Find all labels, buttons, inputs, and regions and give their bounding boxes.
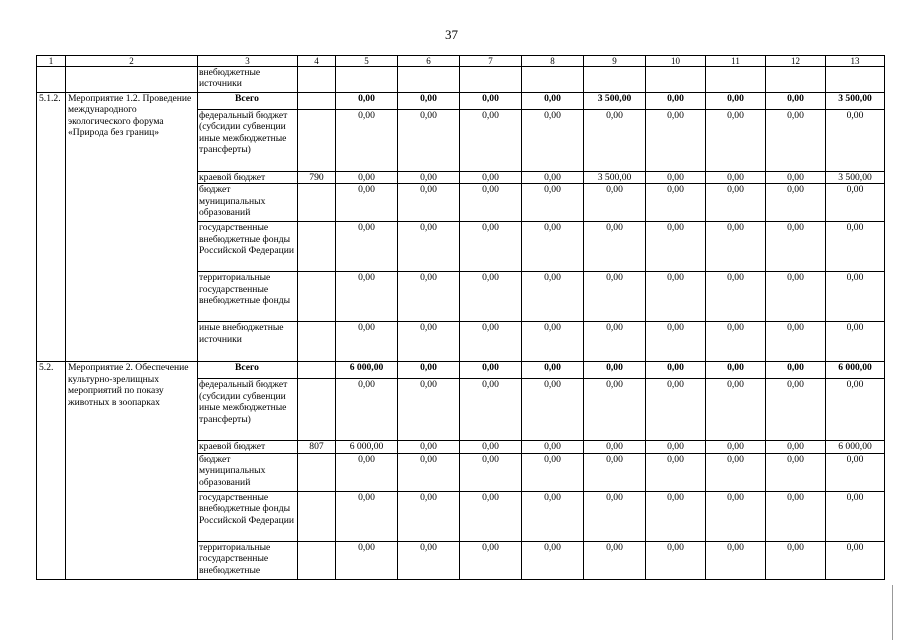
column-header: 5	[336, 56, 398, 67]
event-name-cell	[66, 67, 198, 93]
value-cell: 0,00	[584, 453, 646, 491]
value-cell: 0,00	[826, 541, 885, 579]
budget-code-cell	[298, 491, 336, 541]
value-cell: 0,00	[584, 322, 646, 362]
value-cell	[336, 67, 398, 93]
value-cell: 0,00	[646, 322, 706, 362]
value-cell: 0,00	[398, 491, 460, 541]
value-cell: 0,00	[646, 172, 706, 184]
value-cell: 0,00	[706, 491, 766, 541]
value-cell: 0,00	[826, 110, 885, 172]
budget-code-cell	[298, 93, 336, 110]
value-cell: 6 000,00	[336, 441, 398, 453]
value-cell: 0,00	[584, 491, 646, 541]
value-cell	[398, 67, 460, 93]
budget-code-cell: 790	[298, 172, 336, 184]
funding-source-cell: Всего	[198, 93, 298, 110]
value-cell: 0,00	[706, 272, 766, 322]
event-name-cell: Мероприятие 2. Обеспечение культурно-зрелищных мероприятий по показу животных в зоопарках	[66, 362, 198, 579]
value-cell: 0,00	[460, 222, 522, 272]
value-cell: 0,00	[826, 453, 885, 491]
value-cell: 0,00	[460, 172, 522, 184]
budget-code-cell	[298, 453, 336, 491]
value-cell: 0,00	[826, 322, 885, 362]
value-cell: 0,00	[826, 222, 885, 272]
budget-code-cell: 807	[298, 441, 336, 453]
value-cell: 0,00	[766, 110, 826, 172]
value-cell: 0,00	[766, 441, 826, 453]
value-cell: 0,00	[826, 184, 885, 222]
value-cell: 0,00	[584, 222, 646, 272]
budget-code-cell	[298, 110, 336, 172]
value-cell	[460, 67, 522, 93]
row-id-cell: 5.2.	[37, 362, 66, 579]
value-cell: 0,00	[646, 110, 706, 172]
value-cell: 0,00	[646, 222, 706, 272]
value-cell: 0,00	[336, 379, 398, 441]
table-row	[37, 362, 885, 379]
value-cell: 0,00	[398, 541, 460, 579]
value-cell: 0,00	[646, 541, 706, 579]
funding-source-cell: иные внебюджетные источники	[198, 322, 298, 362]
value-cell: 0,00	[336, 322, 398, 362]
column-header: 2	[66, 56, 198, 67]
value-cell: 3 500,00	[584, 93, 646, 110]
value-cell: 0,00	[522, 172, 584, 184]
value-cell	[826, 67, 885, 93]
budget-code-cell	[298, 222, 336, 272]
value-cell: 0,00	[336, 453, 398, 491]
page-number: 37	[445, 27, 458, 42]
funding-source-cell: бюджет муниципальных образований	[198, 184, 298, 222]
value-cell: 0,00	[706, 441, 766, 453]
column-header: 6	[398, 56, 460, 67]
value-cell: 0,00	[584, 184, 646, 222]
value-cell: 0,00	[460, 441, 522, 453]
column-header: 9	[584, 56, 646, 67]
budget-code-cell	[298, 362, 336, 379]
value-cell: 0,00	[398, 441, 460, 453]
value-cell: 0,00	[646, 379, 706, 441]
value-cell: 0,00	[766, 379, 826, 441]
value-cell: 3 500,00	[826, 93, 885, 110]
value-cell: 0,00	[398, 362, 460, 379]
value-cell	[646, 67, 706, 93]
budget-code-cell	[298, 184, 336, 222]
value-cell: 0,00	[706, 453, 766, 491]
value-cell: 0,00	[460, 453, 522, 491]
value-cell: 0,00	[522, 441, 584, 453]
value-cell: 0,00	[646, 184, 706, 222]
column-header: 10	[646, 56, 706, 67]
value-cell: 0,00	[646, 453, 706, 491]
budget-table	[36, 55, 885, 580]
value-cell: 6 000,00	[336, 362, 398, 379]
funding-source-cell: государственные внебюджетные фонды Российской Федерации	[198, 222, 298, 272]
column-header: 1	[37, 56, 66, 67]
value-cell: 0,00	[766, 272, 826, 322]
column-header: 13	[826, 56, 885, 67]
value-cell: 0,00	[336, 272, 398, 322]
value-cell: 0,00	[522, 362, 584, 379]
value-cell: 0,00	[460, 491, 522, 541]
value-cell: 0,00	[766, 362, 826, 379]
value-cell: 0,00	[336, 110, 398, 172]
value-cell: 0,00	[460, 379, 522, 441]
value-cell: 0,00	[460, 322, 522, 362]
value-cell: 0,00	[766, 93, 826, 110]
value-cell	[766, 67, 826, 93]
budget-code-cell	[298, 541, 336, 579]
value-cell: 0,00	[584, 541, 646, 579]
budget-code-cell	[298, 67, 336, 93]
value-cell: 3 500,00	[826, 172, 885, 184]
funding-source-cell: государственные внебюджетные фонды Российской Федерации	[198, 491, 298, 541]
value-cell: 0,00	[336, 172, 398, 184]
value-cell: 0,00	[706, 110, 766, 172]
value-cell: 0,00	[398, 272, 460, 322]
budget-code-cell	[298, 379, 336, 441]
value-cell: 0,00	[706, 93, 766, 110]
value-cell: 0,00	[398, 93, 460, 110]
value-cell: 0,00	[706, 222, 766, 272]
row-id-cell	[37, 67, 66, 93]
value-cell: 0,00	[646, 272, 706, 322]
value-cell: 0,00	[522, 541, 584, 579]
value-cell: 0,00	[706, 362, 766, 379]
budget-code-cell	[298, 272, 336, 322]
value-cell: 0,00	[826, 272, 885, 322]
value-cell: 0,00	[584, 272, 646, 322]
value-cell	[584, 67, 646, 93]
budget-code-cell	[298, 322, 336, 362]
value-cell: 0,00	[398, 222, 460, 272]
value-cell: 0,00	[522, 272, 584, 322]
value-cell: 0,00	[766, 453, 826, 491]
value-cell: 0,00	[522, 110, 584, 172]
funding-source-cell: федеральный бюджет (субсидии субвенции иные межбюджетные трансферты)	[198, 110, 298, 172]
funding-source-cell: краевой бюджет	[198, 172, 298, 184]
value-cell: 0,00	[584, 441, 646, 453]
value-cell: 0,00	[522, 322, 584, 362]
value-cell: 0,00	[766, 172, 826, 184]
value-cell: 0,00	[398, 453, 460, 491]
value-cell: 0,00	[336, 222, 398, 272]
value-cell: 0,00	[336, 93, 398, 110]
value-cell: 0,00	[826, 379, 885, 441]
funding-source-cell: федеральный бюджет (субсидии субвенции иные межбюджетные трансферты)	[198, 379, 298, 441]
column-header: 4	[298, 56, 336, 67]
value-cell: 0,00	[646, 441, 706, 453]
value-cell: 0,00	[522, 222, 584, 272]
value-cell: 0,00	[706, 322, 766, 362]
value-cell: 0,00	[522, 184, 584, 222]
value-cell: 0,00	[706, 541, 766, 579]
value-cell: 0,00	[766, 222, 826, 272]
value-cell: 0,00	[766, 322, 826, 362]
value-cell: 0,00	[398, 322, 460, 362]
value-cell: 0,00	[706, 184, 766, 222]
value-cell: 0,00	[522, 93, 584, 110]
value-cell: 0,00	[460, 110, 522, 172]
value-cell: 0,00	[336, 491, 398, 541]
value-cell: 0,00	[584, 362, 646, 379]
value-cell: 0,00	[398, 110, 460, 172]
value-cell: 0,00	[584, 379, 646, 441]
value-cell: 0,00	[826, 491, 885, 541]
value-cell: 0,00	[646, 491, 706, 541]
value-cell: 0,00	[460, 362, 522, 379]
value-cell: 6 000,00	[826, 441, 885, 453]
column-header: 12	[766, 56, 826, 67]
value-cell: 0,00	[460, 184, 522, 222]
funding-source-cell: территориальные государственные внебюджетные	[198, 541, 298, 579]
value-cell: 0,00	[336, 541, 398, 579]
header-row	[37, 56, 885, 67]
event-name-cell: Мероприятие 1.2. Проведение международного экологического форума «Природа без границ»	[66, 93, 198, 362]
value-cell: 0,00	[646, 362, 706, 379]
value-cell: 0,00	[460, 541, 522, 579]
funding-source-cell: Всего	[198, 362, 298, 379]
value-cell: 6 000,00	[826, 362, 885, 379]
value-cell: 0,00	[522, 491, 584, 541]
table-row	[37, 93, 885, 110]
value-cell: 0,00	[336, 184, 398, 222]
value-cell: 0,00	[398, 184, 460, 222]
value-cell: 0,00	[646, 93, 706, 110]
value-cell: 0,00	[398, 172, 460, 184]
funding-source-cell: бюджет муниципальных образований	[198, 453, 298, 491]
funding-source-cell: краевой бюджет	[198, 441, 298, 453]
row-id-cell: 5.1.2.	[37, 93, 66, 362]
value-cell: 0,00	[706, 172, 766, 184]
value-cell: 3 500,00	[584, 172, 646, 184]
value-cell: 0,00	[766, 541, 826, 579]
value-cell: 0,00	[584, 110, 646, 172]
value-cell: 0,00	[766, 491, 826, 541]
value-cell: 0,00	[460, 93, 522, 110]
value-cell: 0,00	[766, 184, 826, 222]
funding-source-cell: территориальные государственные внебюджетные фонды	[198, 272, 298, 322]
column-header: 3	[198, 56, 298, 67]
value-cell: 0,00	[398, 379, 460, 441]
value-cell: 0,00	[522, 379, 584, 441]
value-cell: 0,00	[522, 453, 584, 491]
column-header: 7	[460, 56, 522, 67]
scan-edge-line	[892, 585, 893, 640]
column-header: 11	[706, 56, 766, 67]
value-cell	[522, 67, 584, 93]
table-row	[37, 67, 885, 93]
value-cell: 0,00	[706, 379, 766, 441]
value-cell	[706, 67, 766, 93]
funding-source-cell: внебюджетные источники	[198, 67, 298, 93]
value-cell: 0,00	[460, 272, 522, 322]
column-header: 8	[522, 56, 584, 67]
